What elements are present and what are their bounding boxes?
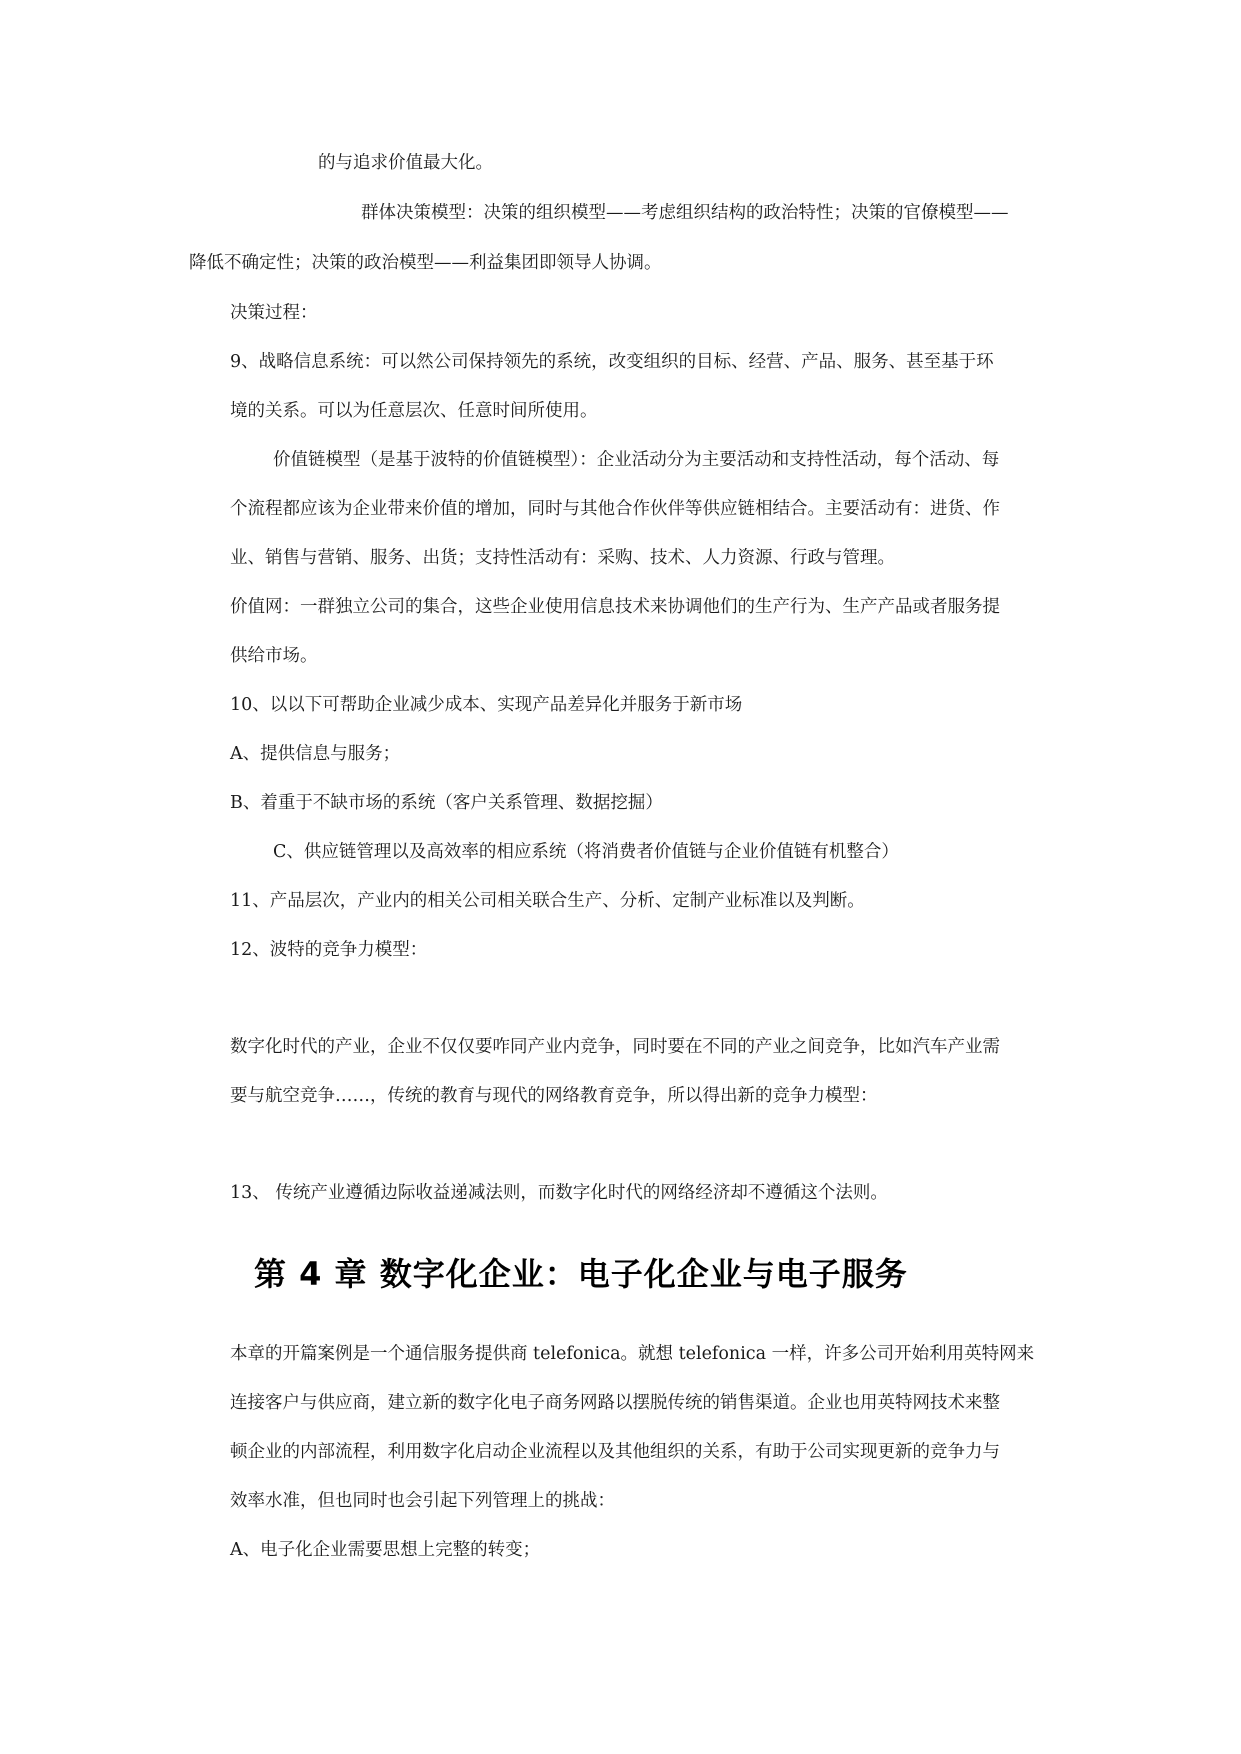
text-line: 要与航空竞争……，传统的教育与现代的网络教育竞争，所以得出新的竞争力模型： bbox=[230, 1086, 878, 1106]
text-line: 价值网：一群独立公司的集合，这些企业使用信息技术来协调他们的生产行为、生产产品或者服务提 bbox=[230, 597, 1000, 617]
text-line: A、电子化企业需要思想上完整的转变； bbox=[230, 1540, 541, 1560]
text-line: B、着重于不缺市场的系统（客户关系管理、数据挖掘） bbox=[230, 793, 663, 813]
text-line: 降低不确定性；决策的政治模型——利益集团即领导人协调。 bbox=[189, 253, 662, 273]
text-line: 9、战略信息系统：可以然公司保持领先的系统，改变组织的目标、经营、产品、服务、甚至基于环 bbox=[230, 352, 994, 372]
text-line: 个流程都应该为企业带来价值的增加，同时与其他合作伙伴等供应链相结合。主要活动有：进货、作 bbox=[230, 499, 1000, 519]
text-line: A、提供信息与服务； bbox=[230, 744, 401, 764]
text-line: 12、波特的竞争力模型： bbox=[230, 940, 428, 960]
text-line: 连接客户与供应商，建立新的数字化电子商务网路以摆脱传统的销售渠道。企业也用英特网技术来整 bbox=[230, 1393, 1000, 1413]
text-line: 业、销售与营销、服务、出货；支持性活动有：采购、技术、人力资源、行政与管理。 bbox=[230, 548, 895, 568]
text-line: 10、以以下可帮助企业减少成本、实现产品差异化并服务于新市场 bbox=[230, 695, 743, 715]
text-line: 13、 传统产业遵循边际收益递减法则，而数字化时代的网络经济却不遵循这个法则。 bbox=[230, 1183, 888, 1203]
text-line: 决策过程： bbox=[230, 303, 318, 323]
text-line: 价值链模型（是基于波特的价值链模型）：企业活动分为主要活动和支持性活动，每个活动、每 bbox=[273, 450, 1000, 470]
text-line: 群体决策模型：决策的组织模型——考虑组织结构的政治特性；决策的官僚模型—— bbox=[361, 203, 1009, 223]
chapter-heading: 第 4 章 数字化企业：电子化企业与电子服务 bbox=[254, 1255, 908, 1293]
text-line: 供给市场。 bbox=[230, 646, 318, 666]
text-line: 境的关系。可以为任意层次、任意时间所使用。 bbox=[230, 401, 598, 421]
text-line: 11、产品层次，产业内的相关公司相关联合生产、分析、定制产业标准以及判断。 bbox=[230, 891, 865, 911]
text-line: 的与追求价值最大化。 bbox=[318, 153, 493, 173]
text-line: C、供应链管理以及高效率的相应系统（将消费者价值链与企业价值链有机整合） bbox=[273, 842, 899, 862]
text-line: 数字化时代的产业，企业不仅仅要咋同产业内竞争，同时要在不同的产业之间竞争，比如汽车产业需 bbox=[230, 1037, 1000, 1057]
text-line: 顿企业的内部流程，利用数字化启动企业流程以及其他组织的关系，有助于公司实现更新的竞争力与 bbox=[230, 1442, 1000, 1462]
text-line: 效率水准，但也同时也会引起下列管理上的挑战： bbox=[230, 1491, 615, 1511]
text-line: 本章的开篇案例是一个通信服务提供商 telefonica。就想 telefonica 一样，许多公司开始利用英特网来 bbox=[230, 1344, 1035, 1364]
